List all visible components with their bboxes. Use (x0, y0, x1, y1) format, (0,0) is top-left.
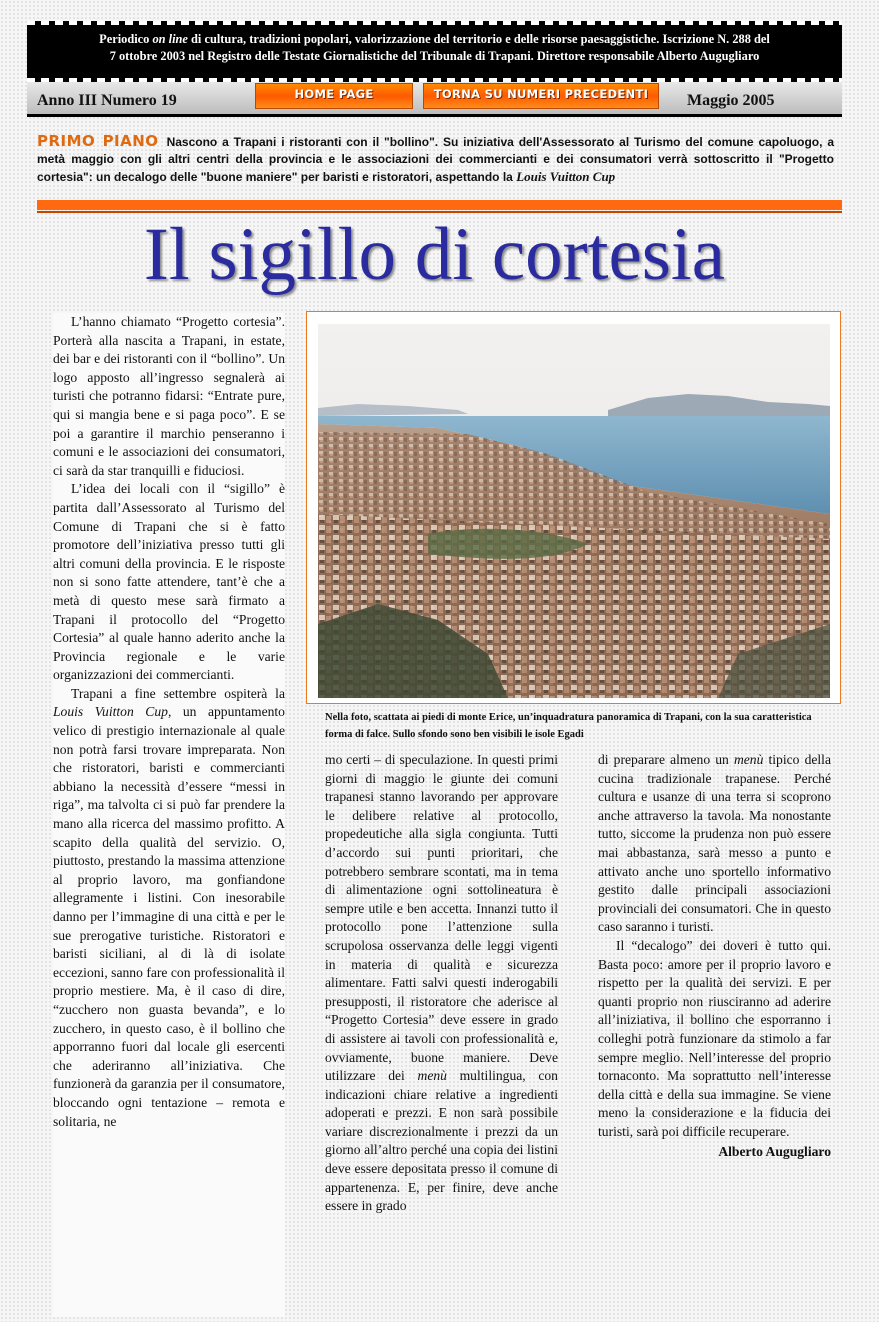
article-author: Alberto Augugliaro (718, 1144, 831, 1160)
article-paragraph: L’idea dei locali con il “sigillo” è partita dall’Assessorato al Turismo del Comune di Trapani che si è fatto promotore dell’iniziativa presso tutti gli altri comuni della provincia. E le risposte non si sono fatte attendere, tant’è che a metà di questo mese sarà firmato a Trapani il protocollo del “Progetto Cortesia” al quale hanno aderito anche la Provincia regionale e le varie organizzazioni dei commercianti. (53, 481, 285, 683)
trapani-photo-frame (306, 311, 841, 704)
primo-piano-em: Louis Vuitton Cup (516, 169, 616, 184)
masthead-text: Periodico (99, 32, 153, 46)
article-paragraph: L’hanno chiamato “Progetto cortesia”. Porterà alla nascita a Trapani, in estate, dei bar e dei ristoranti con il “bollino”. Un logo apposto all’ingresso segnalerà ai turisti che potranno fidarsi: “Entrate pure, qui si mangia bene e si paga poco”. E se poi a garantire il marchio penseranno i comuni e le associazioni dei consumatori, ci sarà da star tranquilli e fiduciosi. (53, 314, 285, 478)
article-column-3 (598, 751, 831, 1162)
article-paragraph (325, 751, 558, 1216)
article-text: tipico della cucina tradizionale trapanese. Perché cultura e usanze di una terra si scoprono anche attraverso la tavola. Ma nonostante tutto, siccome la prudenza non può essere mai abbastanza, sarà messo a punto e attivato anche uno sportello informativo gestito dalle principali associazioni provinciali dei consumatori. Che in questo caso saranno i turisti. (598, 752, 831, 935)
article-paragraph (53, 685, 285, 1131)
trapani-panorama-photo (318, 324, 830, 698)
issue-navbar (27, 82, 842, 117)
issue-number: Anno III Numero 19 (37, 92, 177, 109)
article-text: Trapani a fine settembre ospiterà la (71, 685, 285, 701)
primo-piano-text: Nascono a Trapani i ristoranti con il "bollino". Su iniziativa dell'Assessorato al Turismo del comune capoluogo, a metà maggio con gli altri centri della provincia e le associazioni dei commercianti e dei consumatori verrà sottoscritto il "Progetto cortesia": un decalogo delle "buone maniere" per baristi e ristoratori, aspettando la (37, 135, 834, 184)
article-em: menù (733, 752, 764, 767)
article-em: Louis Vuitton Cup (53, 704, 168, 720)
previous-issues-button[interactable]: TORNA SU NUMERI PRECEDENTI (423, 83, 659, 109)
orange-divider (37, 200, 842, 210)
home-page-button[interactable]: HOME PAGE (255, 83, 413, 109)
primo-piano-label: PRIMO PIANO (37, 132, 159, 150)
article-column-1 (53, 313, 285, 1317)
masthead-line-1 (37, 31, 832, 48)
masthead-em: on line (152, 32, 188, 46)
photo-caption: Nella foto, scattata ai piedi di monte Erice, un’inquadratura panoramica di Trapani, con la sua caratteristica forma di falce. Sullo sfondo sono ben visibili le isole Egadi (325, 712, 812, 740)
article-text: multilingua, con indicazioni chiare relative a ingredienti adoperati e prezzi. E non sarà possibile variare discrezionalmente i prezzi da un giorno all’altro perché una copia dei listini deve essere depositata presso il comune di appartenenza. E, per finire, deve anche essere in grado (325, 1068, 558, 1214)
masthead-line-2: 7 ottobre 2003 nel Registro delle Testate Giornalistiche del Tribunale di Trapani. Direttore responsabile Alberto Augugliaro (109, 49, 760, 63)
primo-piano-summary (37, 133, 834, 186)
article-em: menù (417, 1068, 447, 1084)
article-text: di preparare almeno un (598, 752, 734, 767)
article-column-2 (325, 751, 558, 1216)
article-paragraph: Il “decalogo” dei doveri è tutto qui. Basta poco: amore per il proprio lavoro e rispetto per la qualità dei servizi. E per quanti proprio non riusciranno ad aderire all’iniziativa, il bollino che esporranno i colleghi potrà funzionare da stimolo a far sempre meglio. Nell’interesse del proprio tornaconto. Ma soprattutto nell’interesse della città e della sua immagine. Se viene meno la considerazione e la fiducia dei turisti, sarà poi difficile recuperare. (598, 937, 831, 1139)
article-text: , un appuntamento velico di prestigio internazionale al quale non potrà farsi trovare impreparata. Non che ristoratori, baristi e commercianti abbiano la necessità d’essere “messi in riga”, ma talvolta ci si può far prendere la mano alla ricerca del massimo profitto. A scapito della qualità del servizio. O, piuttosto, prestando la massima attenzione al proprio lavoro, ma gonfiandone allegramente i listini. Con inesorabile danno per l’immagine di una città e per le sue prerogative turistiche. Ristoratori e baristi siciliani, al di là di isolate eccezioni, sanno fare con professionalità il proprio mestiere. Ma, è il caso di dire, “zucchero non guasta bevanda”, e lo zucchero, in questo caso, è il bollino che apporranno fuori dal locale gli esercenti che aderiranno all’iniziativa. Che funzionerà da garanzia per il consumatore, bloccando ogni tentazione – remota e solitaria, ne (53, 704, 285, 1129)
issue-date: Maggio 2005 (687, 92, 775, 109)
masthead (27, 25, 842, 78)
article-paragraph (598, 751, 831, 937)
masthead-text: di cultura, tradizioni popolari, valorizzazione del territorio e delle risorse paesaggistiche. Iscrizione N. 288 del (187, 32, 770, 46)
article-text: mo certi – di speculazione. In questi primi giorni di maggio le giunte dei comuni trapanesi stanno lavorando per approvare le delibere relative al protocollo, propedeutiche alla sigla congiunta. Tutti d’accordo sui punti prioritari, che potrebbero sembrare scontati, ma in tema di alimentazione ogni sottolineatura è sempre utile e ben accetta. Innanzi tutto il protocollo pone l’attenzione sulla scrupolosa osservanza delle leggi vigenti in materia di qualità e sicurezza alimentare. Fatti salvi questi inderogabili presupposti, il ristoratore che aderisce al “Progetto Cortesia” deve essere in grado di assistere ai tavoli con professionalità e, ovviamente, buone maniere. Deve utilizzare dei (325, 752, 558, 1084)
article-headline: Il sigillo di cortesia (143, 213, 726, 296)
